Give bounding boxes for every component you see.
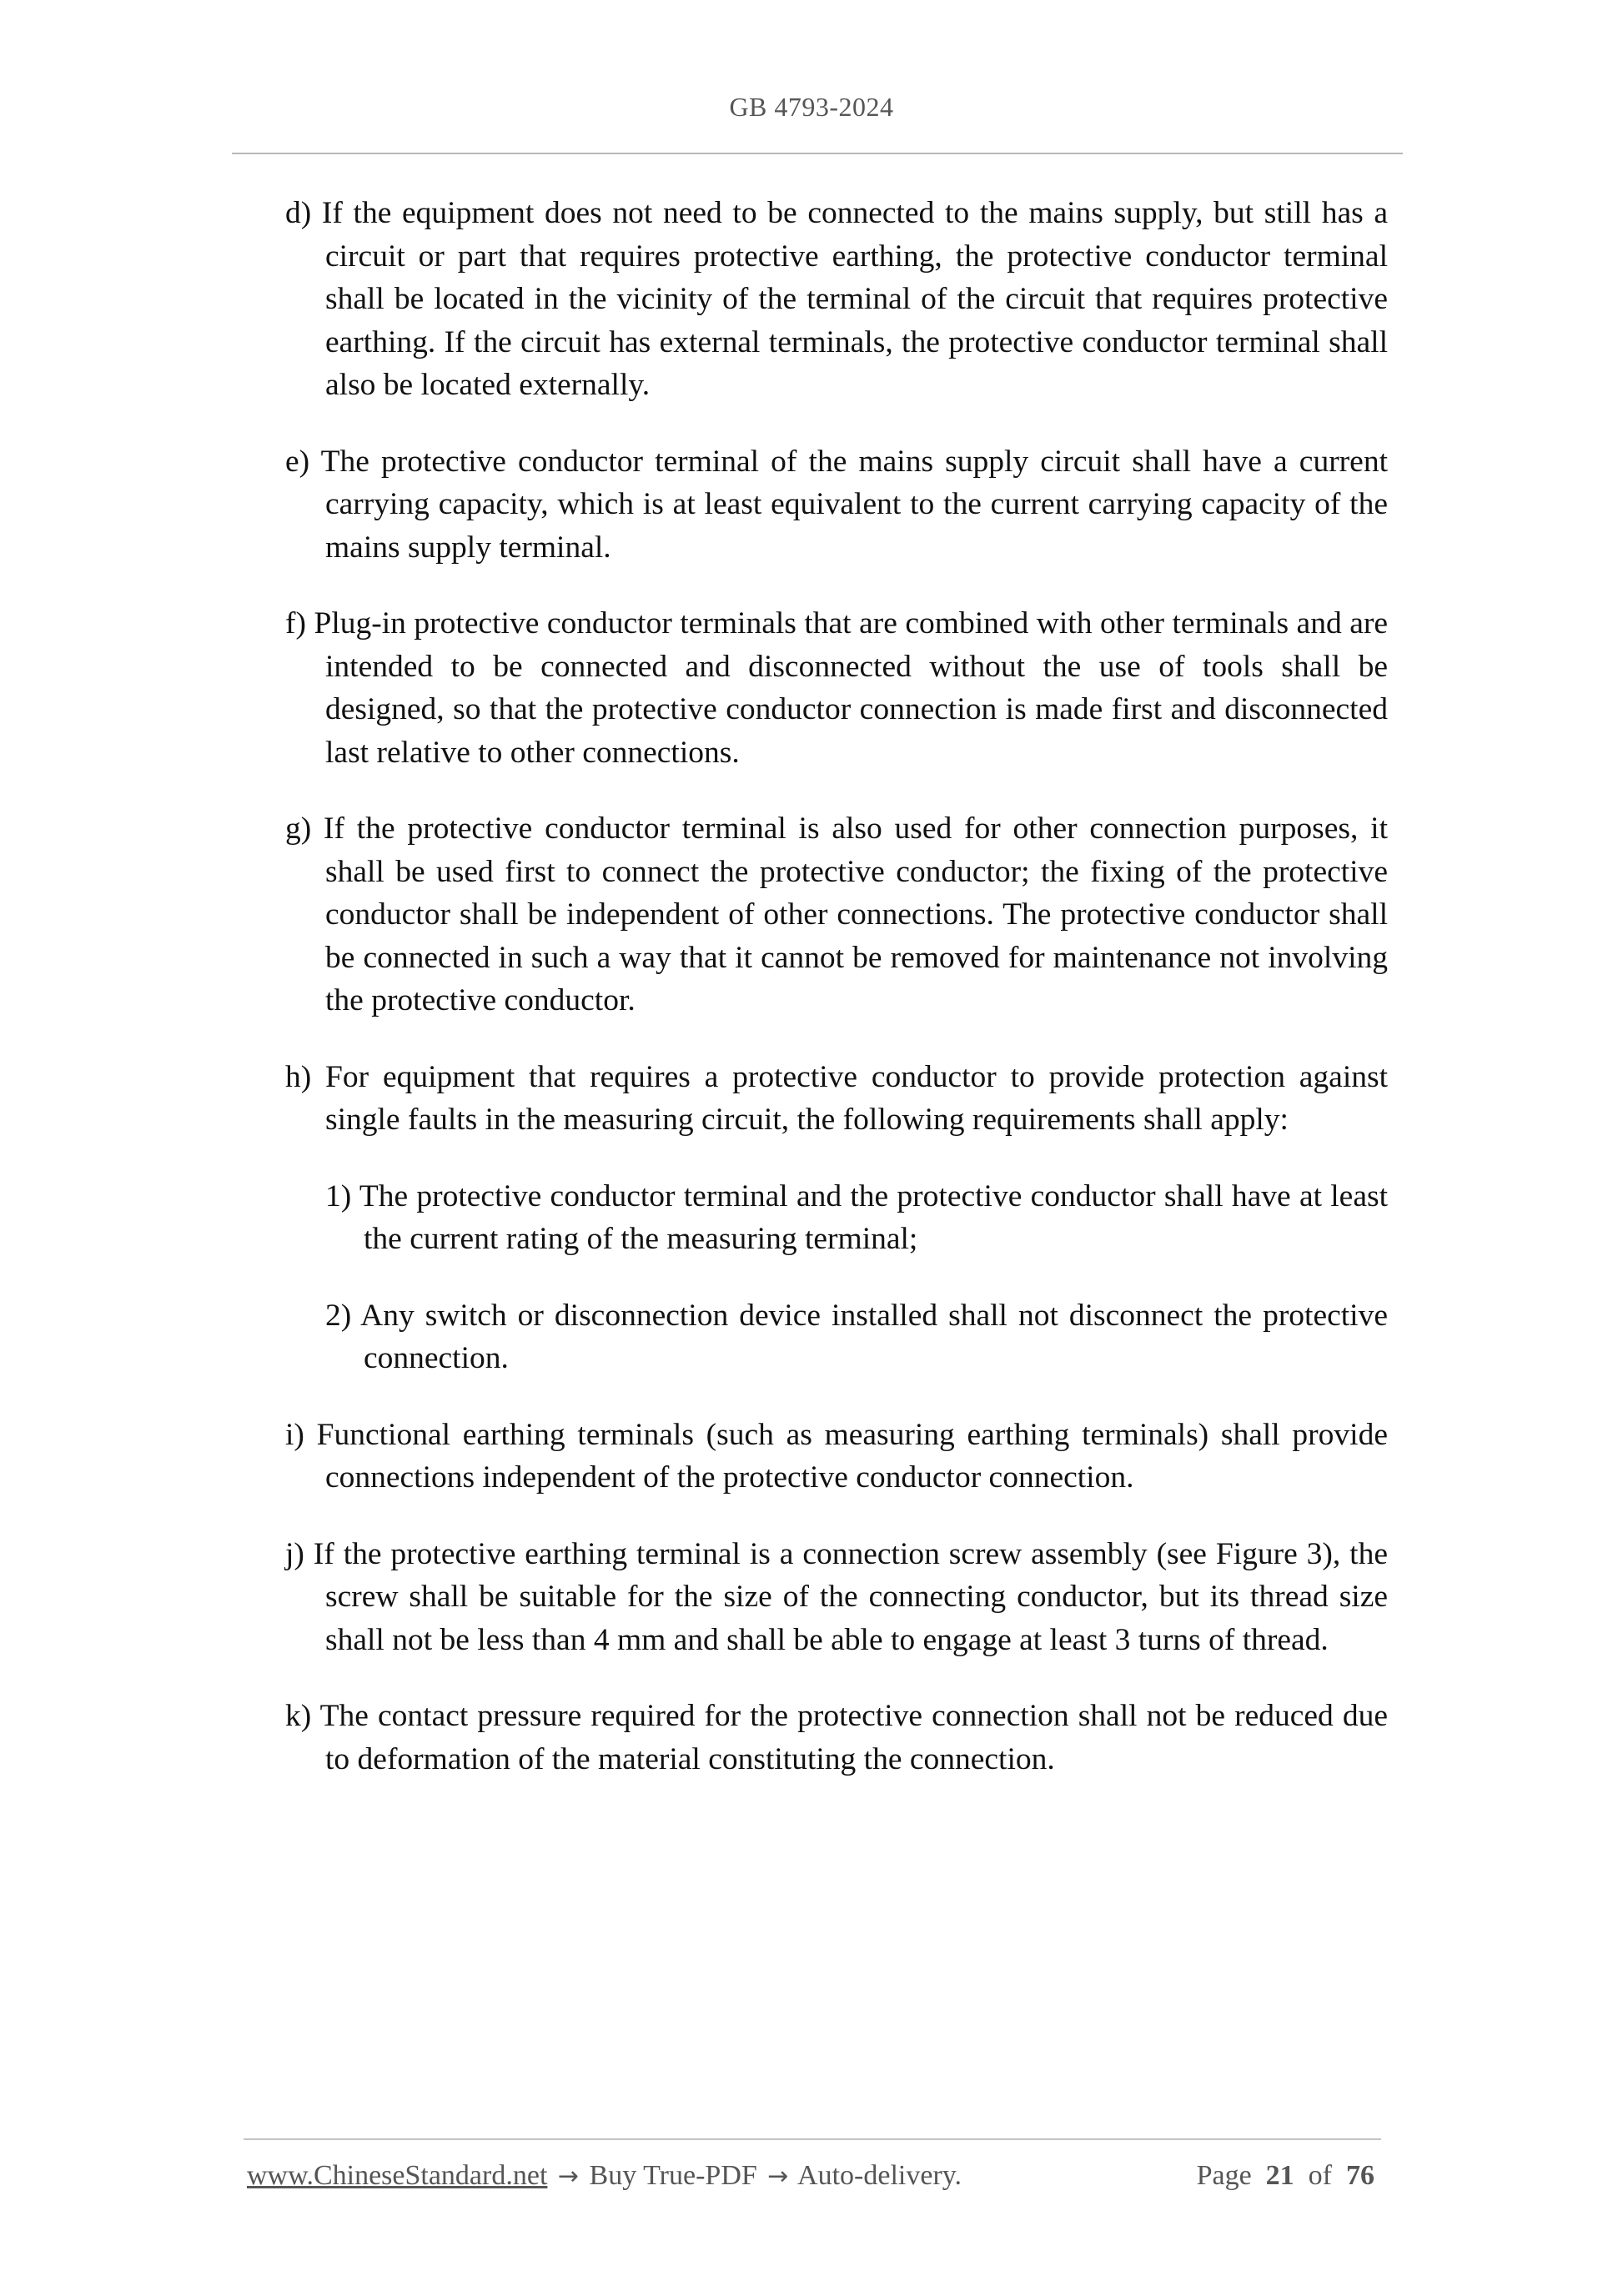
clause-d: d) If the equipment does not need to be connected to the mains supply, but still has a circuit or part that requires protective earthing, the protective conductor terminal shall be located in the vicinity of the terminal of the circuit that requires protective earthing. If the circuit has external terminals, the protective conductor terminal shall also be located externally.	[285, 196, 1388, 402]
auto-delivery-text: Auto-delivery.	[797, 2160, 962, 2191]
clause-h-subitem-1: 1) The protective conductor terminal and the protective conductor shall have at least the current rating of the measuring terminal;	[325, 1178, 1388, 1256]
site-link[interactable]: www.ChineseStandard.net	[247, 2160, 548, 2191]
clause-h: h) For equipment that requires a protective conductor to provide protection against single faults in the measuring circuit, the following requirements shall apply:	[285, 1059, 1388, 1137]
document-header: GB 4793-2024	[729, 92, 894, 122]
page-indicator	[1197, 2160, 1374, 2192]
arrow-right-icon: →	[557, 2162, 580, 2191]
header-divider	[232, 153, 1403, 154]
arrow-right-icon: →	[767, 2162, 789, 2191]
page-total: 76	[1346, 2160, 1374, 2191]
clause-h-subitem-2: 2) Any switch or disconnection device installed shall not disconnect the protective connection.	[325, 1298, 1388, 1375]
clause-k: k) The contact pressure required for the protective connection shall not be reduced due to deformation of the material constituting the connection.	[285, 1699, 1388, 1776]
clause-f: f) Plug-in protective conductor terminals that are combined with other terminals and are intended to be connected and disconnected without the use of tools shall be designed, so that the protective conductor connection is made first and disconnected last relative to other connections.	[285, 606, 1388, 770]
clause-e: e) The protective conductor terminal of the mains supply circuit shall have a current carrying capacity, which is at least equivalent to the current carrying capacity of the mains supply terminal.	[285, 444, 1388, 565]
clause-i: i) Functional earthing terminals (such as measuring earthing terminals) shall provide connections independent of the protective conductor connection.	[285, 1417, 1388, 1495]
page-current: 21	[1265, 2160, 1294, 2191]
document-body	[285, 192, 1388, 1814]
footer-promo	[247, 2160, 962, 2192]
clause-g: g) If the protective conductor terminal is also used for other connection purposes, it shall be used first to connect the protective conductor; the fixing of the protective conductor shall be independent of other connections. The protective conductor shall be connected in such a way that it cannot be removed for maintenance not involving the protective conductor.	[285, 811, 1388, 1017]
footer-divider	[244, 2138, 1381, 2140]
clause-j: j) If the protective earthing terminal is a connection screw assembly (see Figure 3), the screw shall be suitable for the size of the connecting conductor, but its thread size shall not be less than 4 mm and shall be able to engage at least 3 turns of thread.	[285, 1536, 1388, 1657]
of-label: of	[1308, 2160, 1332, 2191]
buy-pdf-text: Buy True-PDF	[589, 2160, 757, 2191]
page-label: Page	[1196, 2160, 1252, 2191]
